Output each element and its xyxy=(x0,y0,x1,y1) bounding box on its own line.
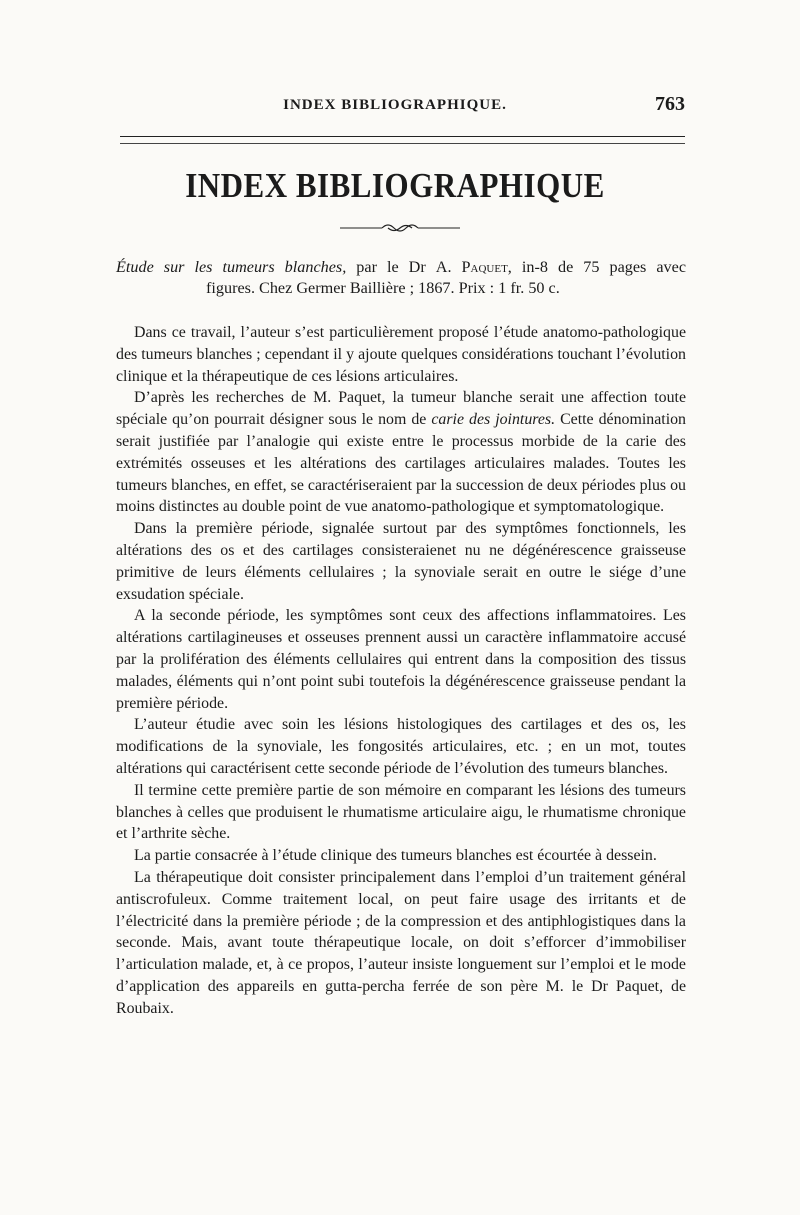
page-number: 763 xyxy=(655,93,685,115)
paragraph xyxy=(116,518,686,605)
section-title: INDEX BIBLIOGRAPHIQUE xyxy=(185,165,605,206)
paragraph-text: A la seconde période, les symptômes sont ceux des affections inflammatoires. Les altérations cartilagineuses et osseuses prennent aussi un caractère inflammatoire accusé par la prolifération des éléments cellulaires qui entrent dans la composition des tissus malades, éléments qui n’ont point subi toutefois la dégénérescence graisseuse pendant la première période. xyxy=(116,607,686,712)
paragraph xyxy=(116,845,686,867)
paragraph xyxy=(116,605,686,714)
paragraph-italic: carie des jointures. xyxy=(431,411,556,429)
paragraph xyxy=(116,867,686,1020)
entry-title: Étude sur les tumeurs blanches, xyxy=(116,258,347,276)
running-title: INDEX BIBLIOGRAPHIQUE. xyxy=(283,97,507,113)
entry-details-2: figures. Chez Germer Baillière ; 1867. Prix : 1 fr. 50 c. xyxy=(206,279,560,297)
paragraph-text: Il termine cette première partie de son mémoire en comparant les lésions des tumeurs blanches à celles que produisent le rhumatisme articulaire aigu, le rhumatisme chronique et l’arthrite sèche. xyxy=(116,781,686,843)
ornament-divider xyxy=(340,222,460,232)
entry-line-1 xyxy=(116,257,686,278)
header-rule xyxy=(120,136,685,144)
running-head xyxy=(105,93,685,123)
paragraph-text: D’après les recherches de M. Paquet, la tumeur blanche serait une affection toute spéciale qu’on pourrait désigner sous le nom de xyxy=(116,389,686,429)
paragraph xyxy=(116,714,686,779)
paragraph xyxy=(116,780,686,845)
paragraph-text: Dans la première période, signalée surtout par des symptômes fonctionnels, les altérations des os et des cartilages consisteraienet nu ne dégénérescence graisseuse primitive de leurs éléments cellulaires ; la synoviale serait en outre le siége d’une exsudation spéciale. xyxy=(116,520,686,603)
paragraph-text: La partie consacrée à l’étude clinique des tumeurs blanches est écourtée à dessein. xyxy=(134,847,657,865)
entry-details-1: in-8 de 75 pages avec xyxy=(511,258,687,276)
paragraph xyxy=(116,322,686,387)
review-text xyxy=(116,322,686,1020)
paragraph-text: Dans ce travail, l’auteur s’est particulièrement proposé l’étude anatomo-pathologique des tumeurs blanches ; cependant il y ajoute quelques considérations touchant l’évolution clinique et la thérapeutique de ces lésions articulaires. xyxy=(116,324,686,385)
paragraph-text: L’auteur étudie avec soin les lésions histologiques des cartilages et des os, les modifications de la synoviale, les fongosités articulaires, etc. ; en un mot, toutes altérations qui caractérisent cette seconde période de l’évolution des tumeurs blanches. xyxy=(116,716,686,777)
paragraph-text: Cette dénomination serait justifiée par l’analogie qui existe entre le processus morbide de la carie des extrémités osseuses et les altérations des cartilages articulaires malades. Toutes les tumeurs blanches, en effet, se caractériseraient par la succession de deux périodes plus ou moins distinctes au double point de vue anatomo-pathologique et symptomatologique. xyxy=(116,411,686,516)
paragraph-text: La thérapeutique doit consister principalement dans l’emploi d’un traitement général antiscrofuleux. Comme traitement local, on peut faire usage des irritants et de l’électricité dans la première période ; de la compression et des antiphlogistiques dans la seconde. Mais, avant toute thérapeutique locale, on doit s’efforcer d’immobiliser l’articulation malade, et, à ce propos, l’auteur insiste longuement sur l’emploi et le mode d’application des appareils en gutta-percha ferrée de son père M. le Dr Paquet, de Roubaix. xyxy=(116,868,686,1017)
entry-author: A. Paquet, xyxy=(435,258,512,276)
paragraph xyxy=(116,387,686,518)
bibliographic-entry xyxy=(116,257,686,299)
entry-by: par le Dr xyxy=(346,258,436,276)
